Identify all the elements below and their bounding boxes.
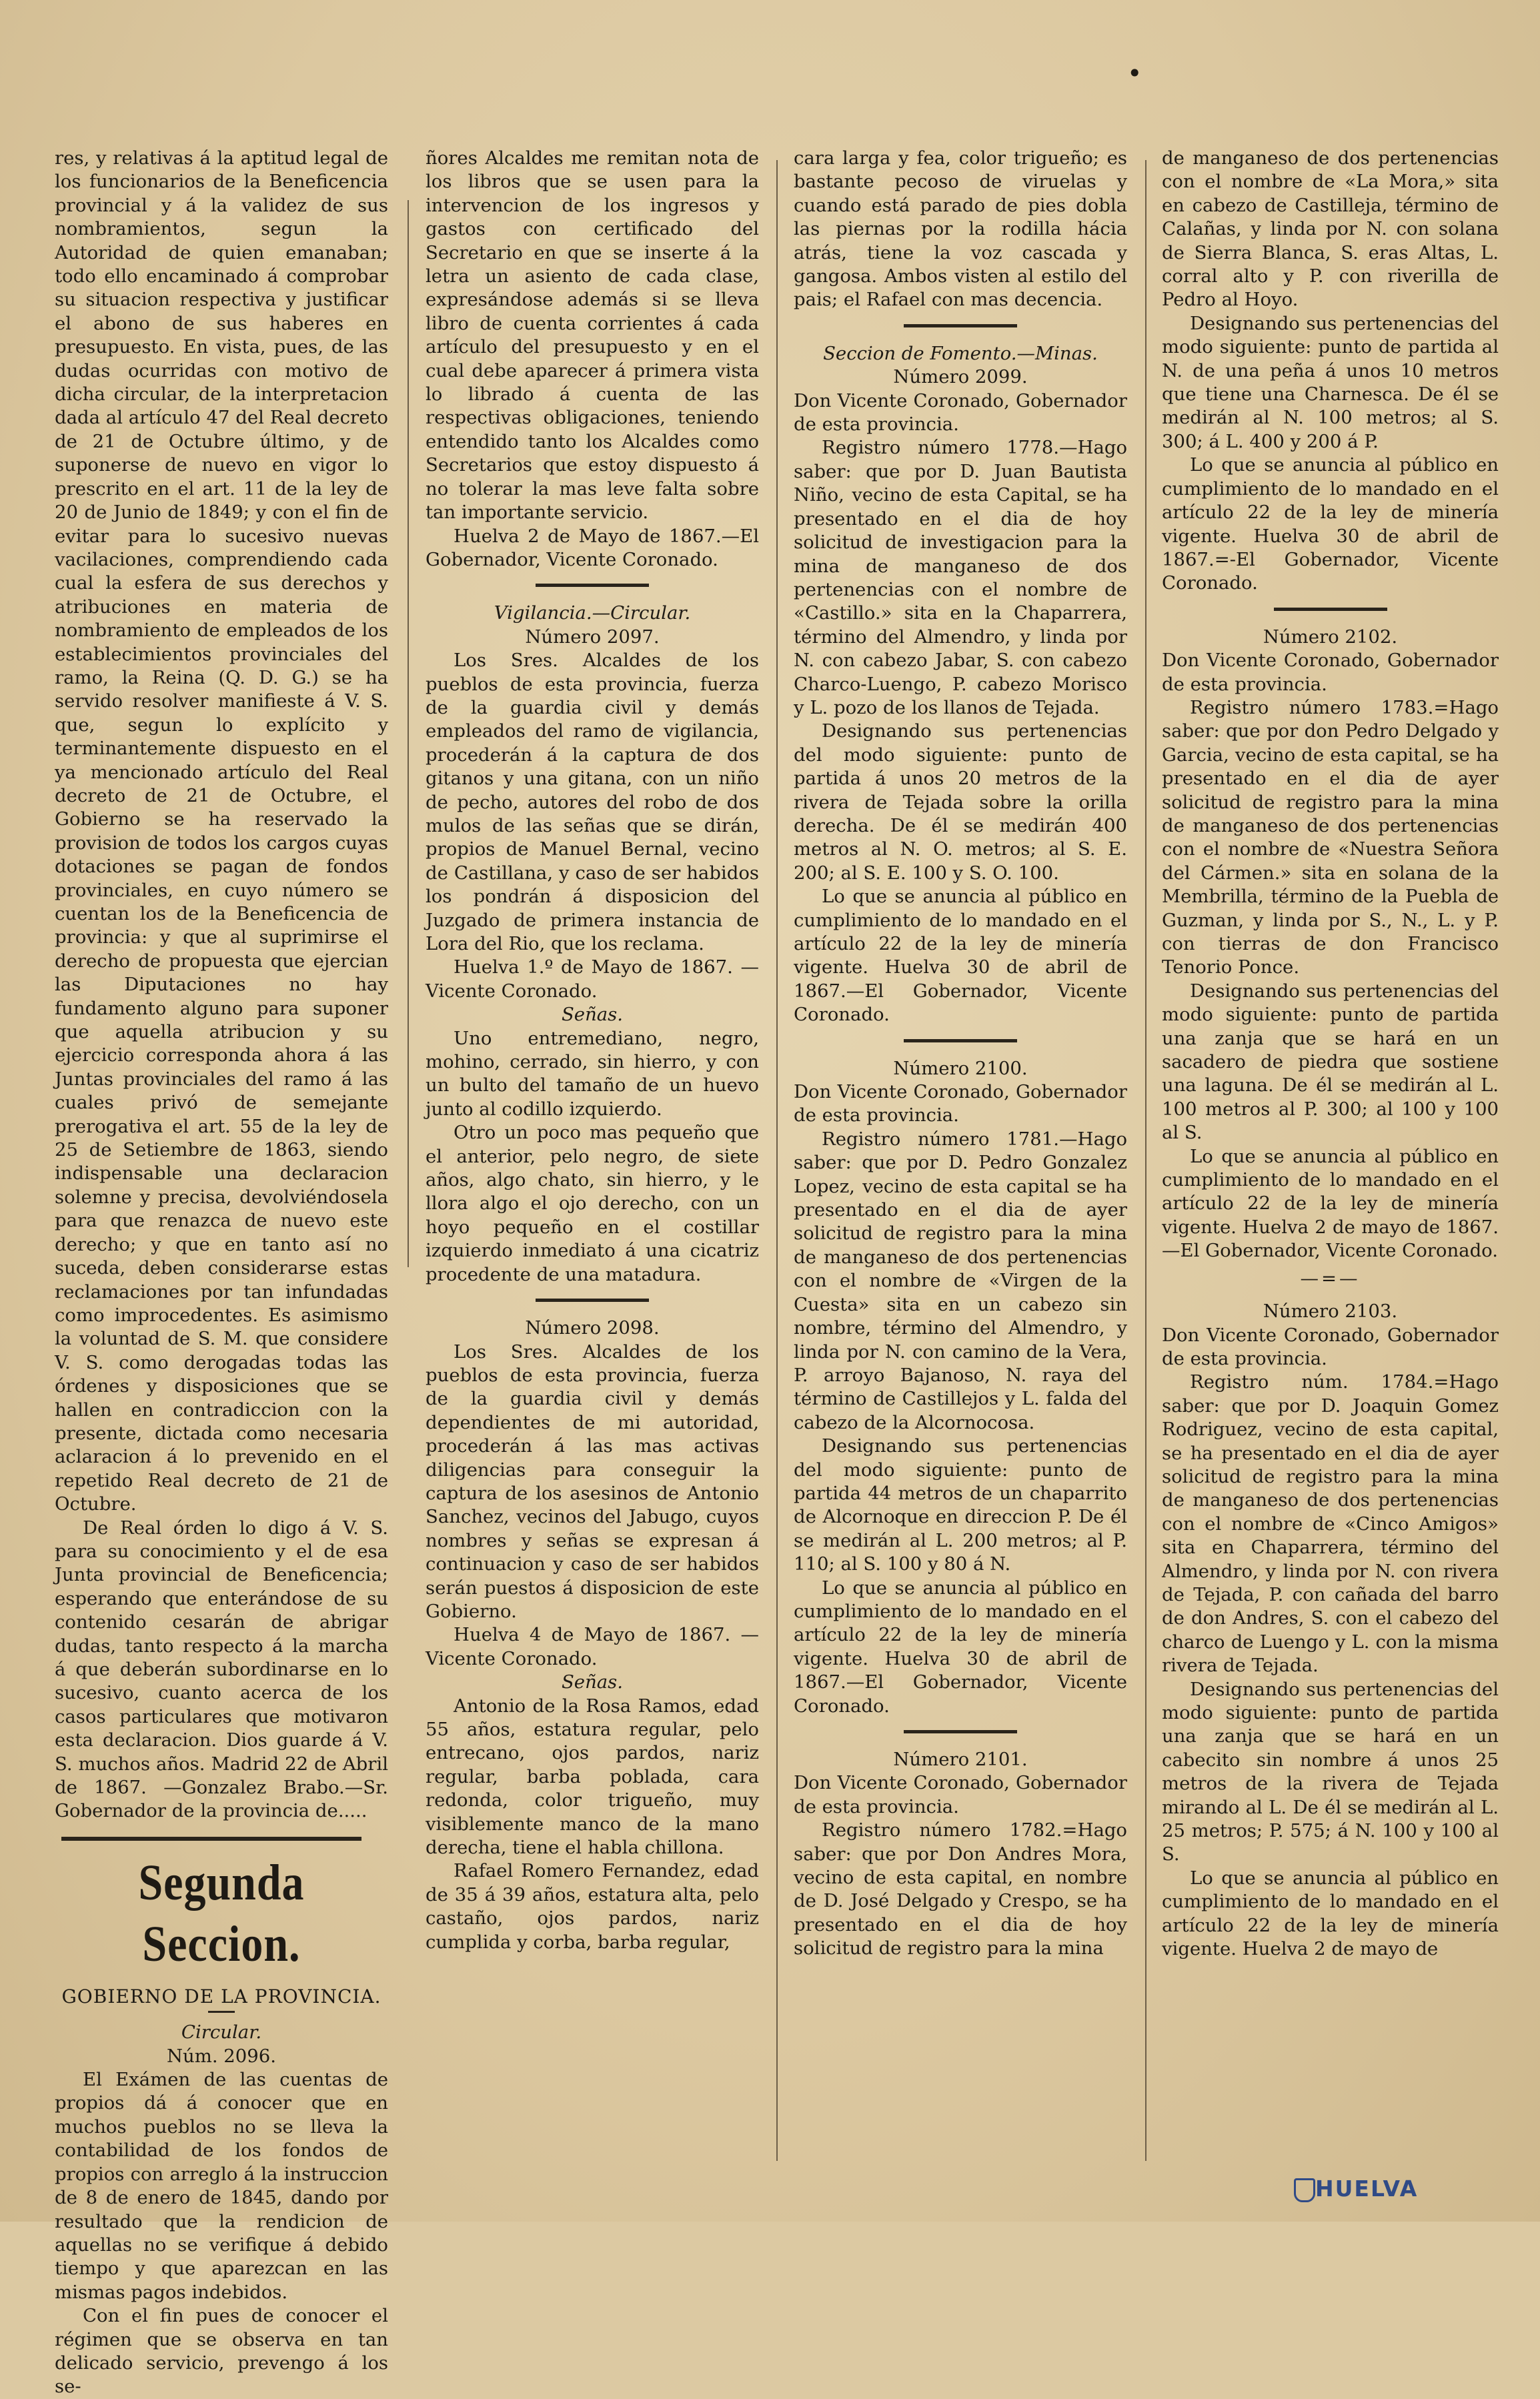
circular-label: Circular. <box>181 2022 262 2044</box>
col4-paragraph-2: Designando sus pertenencias del modo siguiente: punto de partida al N. de una peña á unos 10 metros que tiene una Charnesca. De él se medirán al N. 100 metros; al S. 300; á L. 400 y 200 á P. <box>1162 312 1499 452</box>
col4-paragraph-3: Lo que se anuncia al público en cumplimiento de lo mandado en el artículo 22 de la ley de minería vigente. Huelva 30 de abril de 1867.=-El Gobernador, Vicente Coronado. <box>1162 454 1499 594</box>
col2-paragraph-10: Rafael Romero Fernandez, edad de 35 á 39 años, estatura alta, pelo castaño, ojos pardos, nariz cumplida y corba, barba regular, <box>426 1860 759 1953</box>
column-divider-1 <box>408 200 409 1267</box>
number-2101: Número 2101. <box>893 1749 1028 1770</box>
col2-paragraph-8: Huelva 4 de Mayo de 1867. —Vicente Coronado. <box>426 1624 759 1669</box>
separator-rule <box>904 1730 1017 1733</box>
number-2099: Número 2099. <box>893 366 1028 388</box>
government-heading: GOBIERNO DE LA PROVINCIA. <box>61 1985 381 2008</box>
column-divider-3 <box>1145 160 1146 2161</box>
col4-paragraph-6: Designando sus pertenencias del modo siguiente: punto de partida una zanja que se hará en un sacadero de piedra que sostiene una laguna. De él se medirán al L. 100 metros al P. 300; al 100 y 100 al S. <box>1162 980 1499 1144</box>
number-2096: Núm. 2096. <box>166 2045 277 2067</box>
col3-paragraph-9: Lo que se anuncia al público en cumplimiento de lo mandado en el artículo 22 de la ley de minería vigente. Huelva 30 de abril de 1867.—El Gobernador, Vicente Coronado. <box>794 1577 1127 1717</box>
col3-paragraph-6: Don Vicente Coronado, Gobernador de esta provincia. <box>794 1081 1127 1126</box>
col1-paragraph-3: El Exámen de las cuentas de propios dá á conocer que en muchos pueblos no se lleva la contabilidad de los fondos de propios con arreglo á la instruccion de 8 de enero de 1845, dando por resultado que la rendicion de aquellas no se verifique á debido tiempo y que aparezcan en las mismas pagos indebidos. <box>55 2069 388 2303</box>
col3-paragraph-5: Lo que se anuncia al público en cumplimiento de lo mandado en el artículo 22 de la ley de minería vigente. Huelva 30 de abril de 1867.—El Gobernador, Vicente Coronado. <box>794 886 1127 1026</box>
col1-paragraph-4: Con el fin pues de conocer el régimen que se observa en tan delicado servicio, prevengo á los se- <box>55 2305 388 2398</box>
col3-paragraph-11: Registro número 1782.=Hago saber: que por Don Andres Mora, vecino de esta capital, en nombre de D. José Delgado y Crespo, se ha presentado en el dia de hoy solicitud de registro para la mina <box>794 1819 1127 1959</box>
col2-paragraph-3: Los Sres. Alcaldes de los pueblos de esta provincia, fuerza de la guardia civil y demás empleados del ramo de vigilancia, procederán á la captura de dos gitanos y una gitana, con un niño de pecho, autores del robo de dos mulos de las señas que se dirán, propios de Manuel Bernal, vecino de Castillana, y caso de ser habidos los pondrán á disposicion del Juzgado de primera instancia de Lora del Rio, que los reclama. <box>426 650 759 954</box>
archive-logo-icon <box>1294 2178 1315 2202</box>
col4-paragraph-8: Don Vicente Coronado, Gobernador de esta provincia. <box>1162 1324 1499 1369</box>
column-2 <box>426 147 759 1954</box>
col1-paragraph-1: res, y relativas á la aptitud legal de los funcionarios de la Beneficencia provincial y á la validez de sus nombramientos, segun la Autoridad de quien emanaban; todo ello encaminado á comprobar su situacion respectiva y justificar el abono de sus haberes en presupuesto. En vista, pues, de las dudas ocurridas con motivo de dicha circular, de la interpretacion dada al artículo 47 del Real decreto de 21 de Octubre último, y de suponerse de nuevo en vigor lo prescrito en el art. 11 de la ley de 20 de Junio de 1849; y con el fin de evitar para lo sucesivo nuevas vacilaciones, comprendiendo cada cual la esfera de sus derechos y atribuciones en materia de nombramiento de empleados de los establecimientos provinciales del ramo, la Reina (Q. D. G.) se ha servido resolver manifieste á V. S. que, segun lo explícito y terminantemente dispuesto en el ya mencionado artículo del Real decreto de 21 de Octubre, el Gobierno se ha reservado la provision de todos los cargos cuyas dotaciones se pagan de fondos provinciales, en cuyo número se cuentan los de la Beneficencia de provincia: y que al suprimirse el derecho de propuesta que ejercian las Diputaciones no hay fundamento alguno para suponer que aquella atribucion y su ejercicio corresponda ahora á las Juntas provinciales del ramo á las cuales privó de semejante prerogativa el art. 55 de la ley de 25 de Setiembre de 1863, siendo indispensable una declaracion solemne y precisa, devolviéndosela para que renazca de nuevo este derecho; y que en tanto así no suceda, deben considerarse estas reclamaciones por tan infundadas como improcedentes. Es asimismo la voluntad de S. M. que considere V. S. como derogadas todas las órdenes y disposiciones que se hallen en contradiccion con la presente, dictada como necesaria aclaracion á lo prevenido en el repetido Real decreto de 21 de Octubre. <box>55 147 388 1515</box>
col2-paragraph-9: Antonio de la Rosa Ramos, edad 55 años, estatura regular, pelo entrecano, ojos pardos, nariz regular, barba poblada, cara redonda, color trigueño, muy visiblemente manco de la mano derecha, tiene el habla chillona. <box>426 1695 759 1859</box>
col2-paragraph-2: Huelva 2 de Mayo de 1867.—El Gobernador, Vicente Coronado. <box>426 525 759 570</box>
number-2102: Número 2102. <box>1263 626 1398 648</box>
col4-paragraph-4: Don Vicente Coronado, Gobernador de esta provincia. <box>1162 650 1499 695</box>
vigilancia-label: Vigilancia.—Circular. <box>494 602 691 624</box>
col4-paragraph-10: Designando sus pertenencias del modo siguiente: punto de partida una zanja que se hará en un cabecito sin nombre á unos 25 metros de la rivera de Tejada mirando al L. De él se medirán al L. 25 metros; P. 575; á N. 100 y 100 al S. <box>1162 1678 1499 1865</box>
number-2098: Número 2098. <box>525 1317 660 1339</box>
col2-paragraph-6: Otro un poco mas pequeño que el anterior, pelo negro, de siete años, algo chato, sin hierro, y le llora algo el ojo derecho, con un hoyo pequeño en el costillar izquierdo inmediato á una cicatriz procedente de una matadura. <box>426 1122 759 1285</box>
col2-paragraph-7: Los Sres. Alcaldes de los pueblos de esta provincia, fuerza de la guardia civil y demás dependientes de mi autoridad, procederán á las mas activas diligencias para conseguir la captura de los asesinos de Antonio Sanchez, vecinos del Jabugo, cuyos nombres y señas se expresan á continuacion y caso de ser habidos serán puestos á disposicion de este Gobierno. <box>426 1341 759 1622</box>
col4-paragraph-11: Lo que se anuncia al público en cumplimiento de lo mandado en el artículo 22 de la ley de minería vigente. Huelva 2 de mayo de <box>1162 1867 1499 1960</box>
col4-paragraph-5: Registro número 1783.=Hago saber: que por don Pedro Delgado y Garcia, vecino de esta capital, se ha presentado en el dia de ayer solicitud de registro para la mina de manganeso de dos pertenencias con el nombre de «Nuestra Señora del Cármen.» sita en solana de la Membrilla, término de la Puebla de Guzman, y linda por S., N., L. y P. con tierras de don Francisco Tenorio Ponce. <box>1162 696 1499 978</box>
separator-rule <box>904 1039 1017 1042</box>
separator-rule <box>536 1299 649 1302</box>
col4-paragraph-9: Registro núm. 1784.=Hago saber: que por D. Joaquin Gomez Rodriguez, vecino de esta capital, se ha presentado en el dia de ayer solicitud de registro para la mina de manganeso de dos pertenencias con el nombre de «Cinco Amigos» sita en Chaparrera, término del Almendro, y linda por N. con rivera de Tejada, P. con cañada del barro de don Andres, S. con el cabezo del charco de Luengo y L. con la misma rivera de Tejada. <box>1162 1371 1499 1677</box>
top-mark: • <box>1127 59 1142 88</box>
senas-label: Señas. <box>561 1004 624 1026</box>
col3-paragraph-7: Registro número 1781.—Hago saber: que por D. Pedro Gonzalez Lopez, vecino de esta capital se ha presentado en el dia de ayer solicitud de registro para la mina de manganeso de dos pertenencias con el nombre de «Virgen de la Cuesta» sita en un cabezo sin nombre, término del Almendro, y linda por N. con camino de la Vera, P. arroyo Bajanoso, N. raya del término de Castillejos y L. falda del cabezo de la Alcornocosa. <box>794 1128 1127 1433</box>
senas-label: Señas. <box>561 1671 624 1693</box>
number-2097: Número 2097. <box>525 626 660 648</box>
column-3 <box>794 147 1127 1961</box>
separator-rule <box>904 324 1017 327</box>
fomento-label: Seccion de Fomento.—Minas. <box>823 342 1098 364</box>
col2-paragraph-4: Huelva 1.º de Mayo de 1867. —Vicente Coronado. <box>426 956 759 1002</box>
separator-rule <box>1274 608 1387 611</box>
column-4 <box>1162 147 1499 1961</box>
col1-paragraph-2: De Real órden lo digo á V. S. para su conocimiento y el de esa Junta provincial de Beneficencia; esperando que enterándose de su contenido cesarán de abrigar dudas, tanto respecto á la marcha á que deberán subordinarse en lo sucesivo, cuanto acerca de los casos particulares que motivaron esta declaracion. Dios guarde á V. S. muchos años. Madrid 22 de Abril de 1867. —Gonzalez Brabo.—Sr. Gobernador de la provincia de..... <box>55 1517 388 1822</box>
col3-paragraph-8: Designando sus pertenencias del modo siguiente: punto de partida 44 metros de un chaparrito de Alcornoque en direccion P. De él se medirán al L. 200 metros; al P. 110; al S. 100 y 80 á N. <box>794 1435 1127 1575</box>
number-2100: Número 2100. <box>893 1057 1028 1079</box>
number-2103: Número 2103. <box>1263 1301 1398 1323</box>
section-title: Segunda Seccion. <box>138 1855 305 1973</box>
equals-separator: —=— <box>1300 1267 1361 1289</box>
archive-watermark: HUELVA <box>1315 2176 1419 2202</box>
section-rule <box>61 1837 361 1841</box>
col4-paragraph-7: Lo que se anuncia al público en cumplimiento de lo mandado en el artículo 22 de la ley de minería vigente. Huelva 2 de mayo de 1867.—El Gobernador, Vicente Coronado. <box>1162 1145 1499 1262</box>
col3-paragraph-2: Don Vicente Coronado, Gobernador de esta provincia. <box>794 389 1127 436</box>
column-1 <box>55 147 388 2399</box>
column-divider-2 <box>776 160 778 2161</box>
col3-paragraph-1: cara larga y fea, color trigueño; es bastante pecoso de viruelas y cuando está parado de pies dobla las piernas por la rodilla hácia atrás, tiene la voz cascada y gangosa. Ambos visten al estilo del pais; el Rafael con mas decencia. <box>794 147 1127 311</box>
col2-paragraph-5: Uno entremediano, negro, mohino, cerrado, sin hierro, y con un bulto del tamaño de un huevo junto al codillo izquierdo. <box>426 1027 759 1120</box>
col3-paragraph-10: Don Vicente Coronado, Gobernador de esta provincia. <box>794 1772 1127 1817</box>
col3-paragraph-3: Registro número 1778.—Hago saber: que por D. Juan Bautista Niño, vecino de esta Capital, se ha presentado en el dia de hoy solicitud de investigacion para la mina de manganeso de dos pertenencias con el nombre de «Castillo.» sita en la Chaparrera, término del Almendro, y linda por N. con cabezo Jabar, S. con cabezo Charco-Luengo, P. cabezo Morisco y L. pozo de los llanos de Tejada. <box>794 437 1127 718</box>
heading-dash <box>208 2011 235 2013</box>
col3-paragraph-4: Designando sus pertenencias del modo siguiente: punto de partida á unos 20 metros de la rivera de Tejada sobre la orilla derecha. De él se medirán 400 metros al N. O. metros; al S. E. 200; al S. E. 100 y S. O. 100. <box>794 720 1127 884</box>
separator-rule <box>536 584 649 587</box>
col4-paragraph-1: de manganeso de dos pertenencias con el nombre de «La Mora,» sita en cabezo de Castilleja, término de Calañas, y linda por N. con solana de Sierra Blanca, S. eras Altas, L. corral alto y P. con riverilla de Pedro al Hoyo. <box>1162 147 1499 311</box>
col2-paragraph-1: ñores Alcaldes me remitan nota de los libros que se usen para la intervencion de los ingresos y gastos con certificado del Secretario en que se inserte á la letra un asiento de cada clase, expresándose además si se lleva libro de cuenta corrientes á cada artículo del presupuesto y en el cual debe aparecer á primera vista lo librado á cuenta de las respectivas obligaciones, teniendo entendido tanto los Alcaldes como Secretarios que estoy dispuesto á no tolerar la mas leve falta sobre tan importante servicio. <box>426 147 759 524</box>
